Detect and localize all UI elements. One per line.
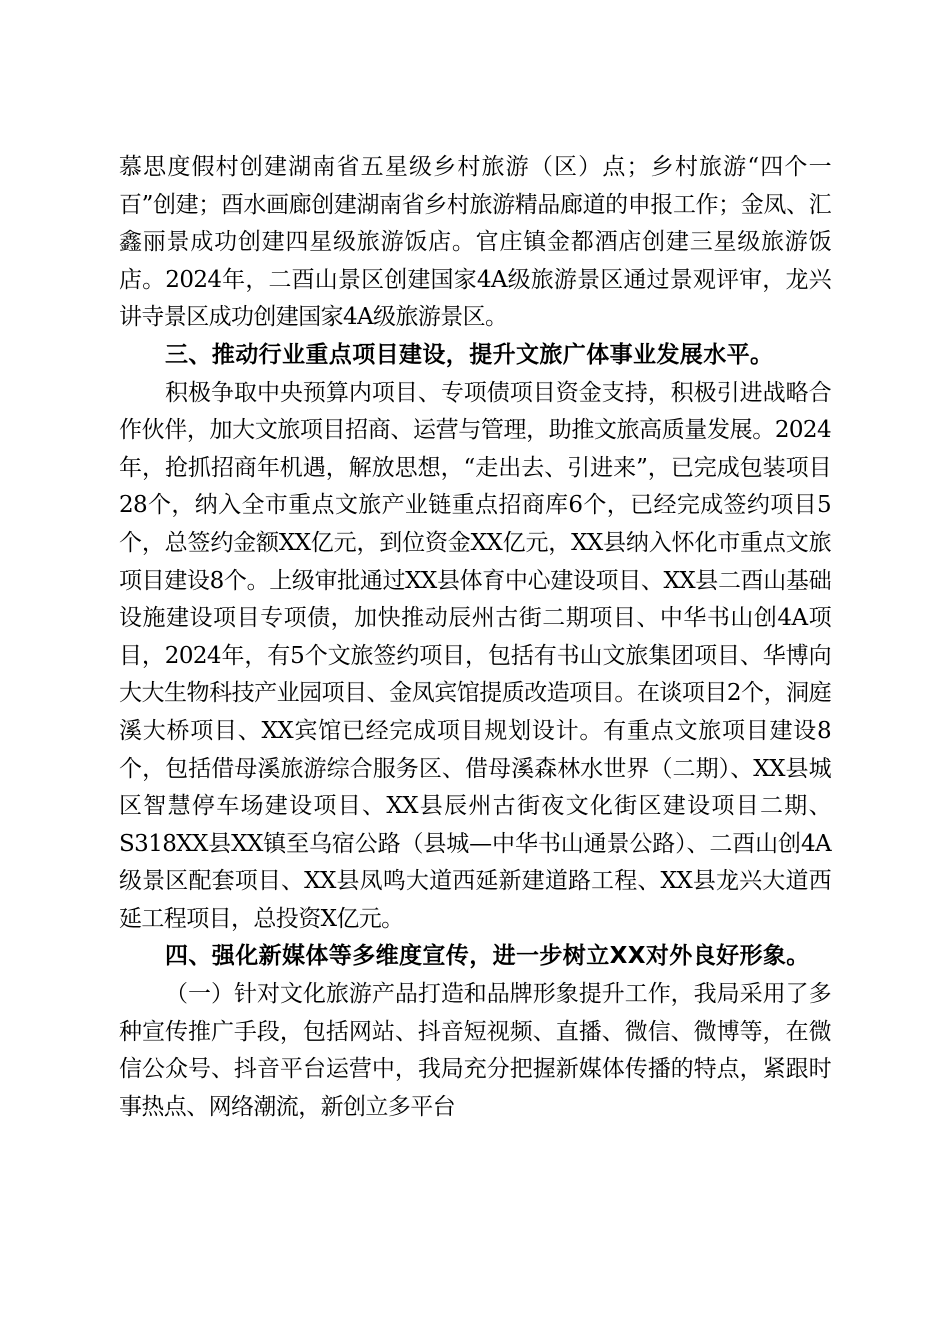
paragraph-new-media: （一）针对文化旅游产品打造和品牌形象提升工作，我局采用了多种宣传推广手段，包括网站、抖音短视频、直播、微信、微博等，在微信公众号、抖音平台运营中，我局充分把握新媒体传播的特点，紧跟时事热点、网络潮流，新创立多平台 [119, 981, 831, 1120]
paragraph-tourism-ratings: 慕思度假村创建湖南省五星级乡村旅游（区）点；乡村旅游“四个一百”创建；酉水画廊创建湖南省乡村旅游精品廊道的申报工作；金凤、汇鑫丽景成功创建四星级旅游饭店。官庄镇金都酒店创建三星级旅游饭店。2024年，二酉山景区创建国家4A级旅游景区通过景观评审，龙兴讲寺景区成功创建国家4A级旅游景区。 [119, 154, 831, 331]
section-heading-4: 四、强化新媒体等多维度宣传，进一步树立XX对外良好形象。 [165, 943, 810, 970]
paragraph-key-projects: 积极争取中央预算内项目、专项债项目资金支持，积极引进战略合作伙伴，加大文旅项目招商、运营与管理，助推文旅高质量发展。2024年，抢抓招商年机遇，解放思想，“走出去、引进来”，已完成包装项目28个，纳入全市重点文旅产业链重点招商库6个，已经完成签约项目5个，总签约金额XX亿元，到位资金XX亿元，XX县纳入怀化市重点文旅项目建设8个。上级审批通过XX县体育中心建设项目、XX县二酉山基础设施建设项目专项债，加快推动辰州古街二期项目、中华书山创4A项目，2024年，有5个文旅签约项目，包括有书山文旅集团项目、华博向大大生物科技产业园项目、金凤宾馆提质改造项目。在谈项目2个，洞庭溪大桥项目、XX宾馆已经完成项目规划设计。有重点文旅项目建设8个，包括借母溪旅游综合服务区、借母溪森林水世界（二期）、XX县城区智慧停车场建设项目、XX县辰州古街夜文化街区建设项目二期、S318XX县XX镇至乌宿公路（县城—中华书山通景公路）、二酉山创4A级景区配套项目、XX县凤鸣大道西延新建道路工程、XX县龙兴大道西延工程项目，总投资X亿元。 [119, 379, 831, 932]
document-body [119, 149, 831, 1126]
section-heading-3: 三、推动行业重点项目建设，提升文旅广体事业发展水平。 [165, 341, 774, 368]
